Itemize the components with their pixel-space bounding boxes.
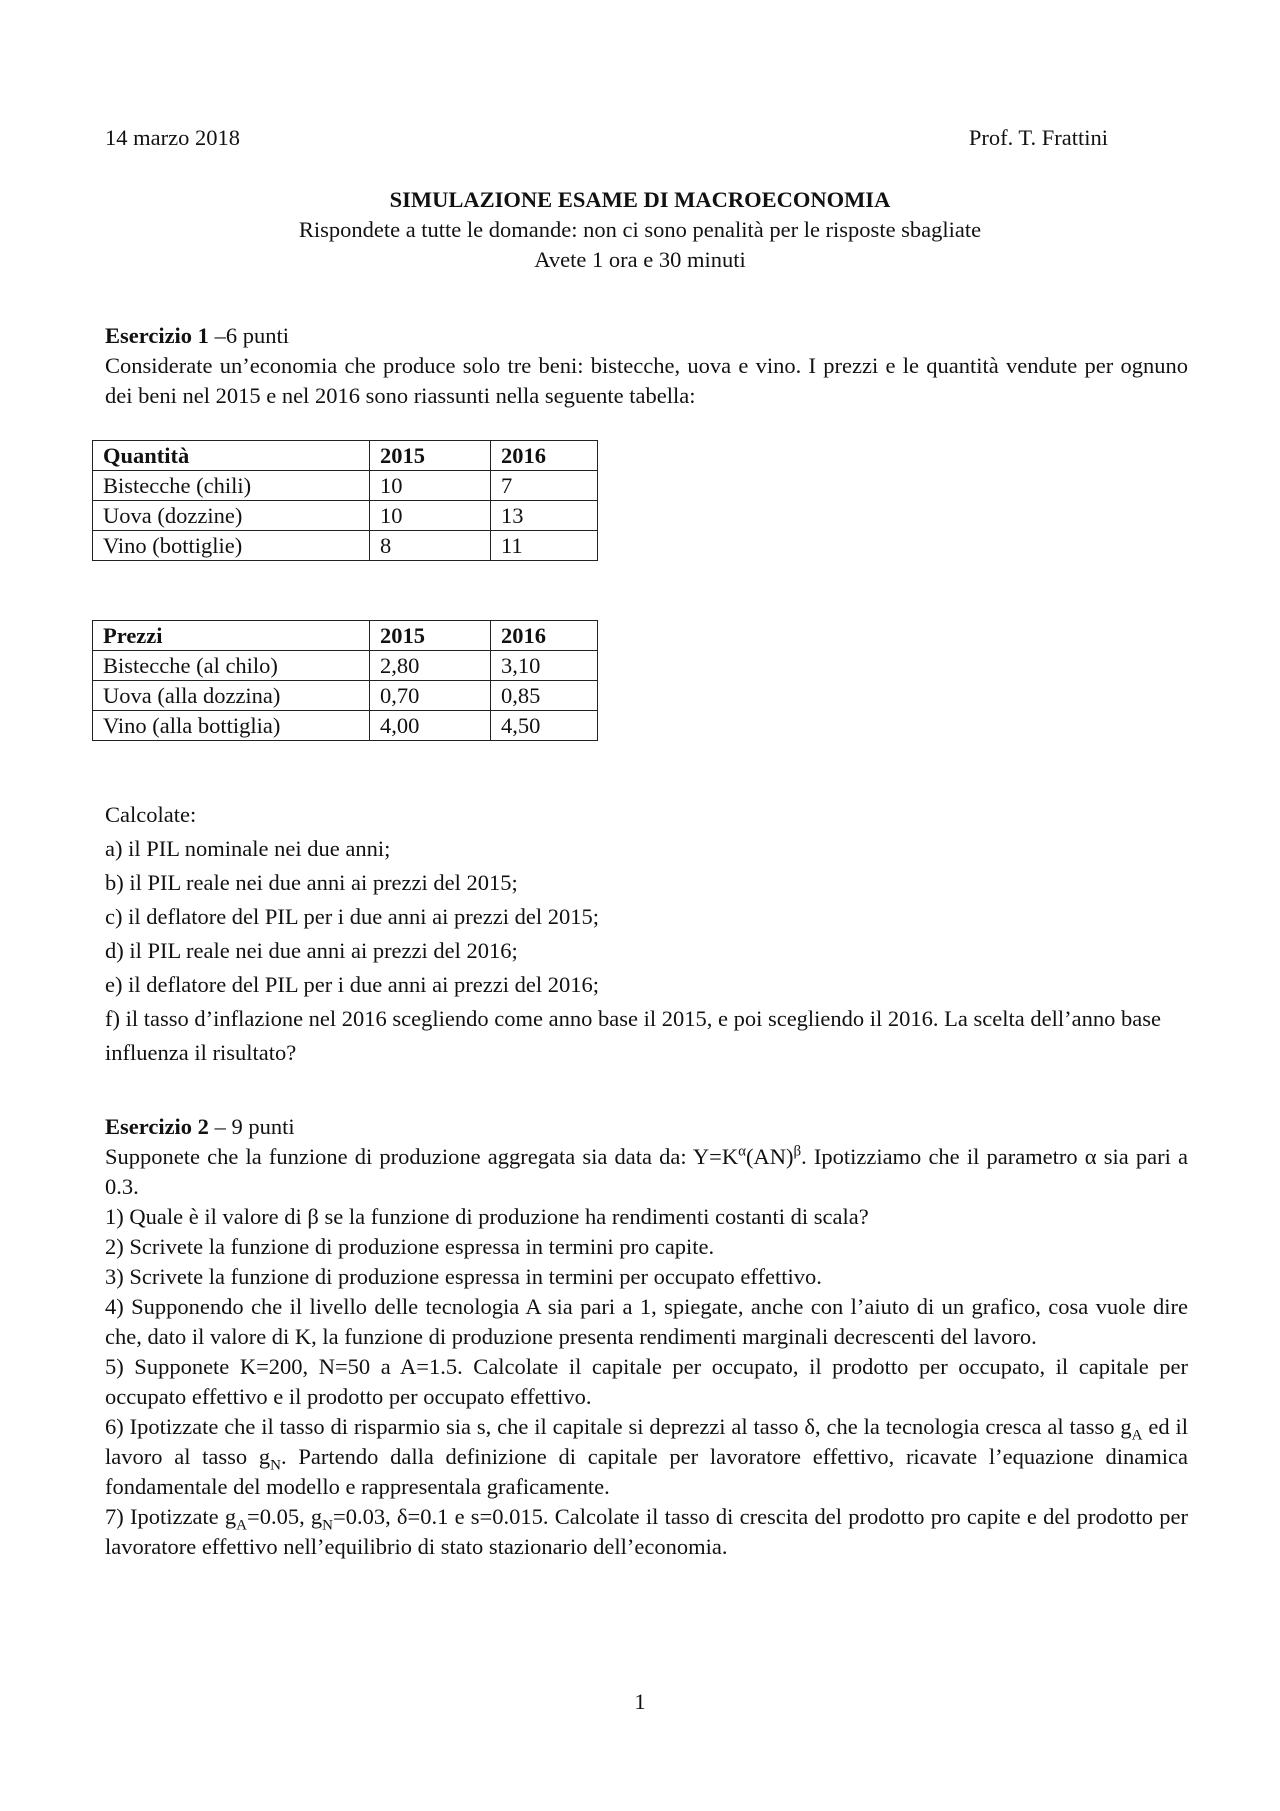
table-cell: 3,10 (491, 651, 598, 681)
question-3: 3) Scrivete la funzione di produzione espressa in termini per occupato effettivo. (105, 1264, 822, 1289)
subscript-n: N (270, 1457, 282, 1474)
beta-exponent: β (793, 1143, 802, 1160)
table-cell: Bistecche (chili) (93, 471, 370, 501)
exercise-1-heading (105, 321, 1188, 351)
table-cell: 0,70 (370, 681, 491, 711)
exercise-2-intro (105, 1142, 1188, 1202)
question-item: b) il PIL reale nei due anni ai prezzi del 2015; (105, 870, 518, 895)
table-header-cell: 2016 (491, 621, 598, 651)
exam-date: 14 marzo 2018 (105, 125, 240, 150)
table-cell: 10 (370, 471, 491, 501)
exercise-2-heading (105, 1112, 1188, 1142)
table-cell: 11 (491, 531, 598, 561)
q6-text-b: ed il lavoro al tasso g (105, 1414, 1188, 1469)
question-1: 1) Quale è il valore di β se la funzione di produzione ha rendimenti costanti di scala? (105, 1204, 869, 1229)
subscript-a: A (1131, 1427, 1143, 1444)
exercise-1-points: –6 punti (208, 323, 289, 348)
table-cell: 2,80 (370, 651, 491, 681)
table-row (93, 471, 598, 501)
exercise-2 (105, 1112, 1188, 1562)
question-item: c) il deflatore del PIL per i due anni ai prezzi del 2015; (105, 904, 599, 929)
time-limit-line: Avete 1 ora e 30 minuti (534, 247, 746, 272)
table-row (93, 681, 598, 711)
prices-table (92, 620, 598, 741)
q7-text-c: =0.03, δ=0.1 e s=0.015. Calcolate il tasso di crescita del prodotto pro capite e del prodotto per lavoratore effettivo nell’equilibrio di stato stazionario dell’economia. (105, 1504, 1188, 1559)
table-cell: Bistecche (al chilo) (93, 651, 370, 681)
table-cell: 0,85 (491, 681, 598, 711)
instructions-line: Rispondete a tutte le domande: non ci sono penalità per le risposte sbagliate (298, 217, 982, 242)
table-cell: 7 (491, 471, 598, 501)
q6-text-c: . Partendo dalla definizione di capitale per lavoratore effettivo, ricavate l’equazione dinamica fondamentale del modello e rappresentala graficamente. (105, 1444, 1188, 1499)
table-header-cell: Prezzi (93, 621, 370, 651)
exercise-1-intro: Considerate un’economia che produce solo tre beni: bistecche, uova e vino. I prezzi e le quantità vendute per ognuno dei beni nel 2015 e nel 2016 sono riassunti nella seguente tabella: (105, 353, 1188, 408)
table-cell: Vino (bottiglie) (93, 531, 370, 561)
table-cell: 4,50 (491, 711, 598, 741)
table-cell: 4,00 (370, 711, 491, 741)
table-cell: Vino (alla bottiglia) (93, 711, 370, 741)
question-item: a) il PIL nominale nei due anni; (105, 836, 391, 861)
question-5: 5) Supponete K=200, N=50 a A=1.5. Calcolate il capitale per occupato, il prodotto per occupato, il capitale per occupato effettivo e il prodotto per occupato effettivo. (105, 1354, 1188, 1409)
question-6 (105, 1412, 1188, 1502)
question-2: 2) Scrivete la funzione di produzione espressa in termini pro capite. (105, 1234, 715, 1259)
table-header-cell: Quantità (93, 441, 370, 471)
page-header (105, 123, 1108, 153)
q7-text-a: 7) Ipotizzate g (105, 1504, 237, 1529)
quantity-table (92, 440, 598, 561)
intro-text-b: (AN) (745, 1144, 794, 1169)
exercise-1-questions (105, 798, 1188, 1070)
alpha-exponent: α (738, 1143, 746, 1160)
table-cell: 8 (370, 531, 491, 561)
table-row (93, 501, 598, 531)
question-4: 4) Supponendo che il livello delle tecnologia A sia pari a 1, spiegate, anche con l’aiuto di un grafico, cosa vuole dire che, dato il valore di K, la funzione di produzione presenta rendimenti marginali decrescenti del lavoro. (105, 1294, 1188, 1349)
exercise-1-heading-label: Esercizio 1 (105, 323, 209, 348)
question-item: f) il tasso d’inflazione nel 2016 scegliendo come anno base il 2015, e poi scegliendo il 2016. La scelta dell’anno base influenza il risultato? (105, 1006, 1161, 1065)
table-header-cell: 2016 (491, 441, 598, 471)
question-item: d) il PIL reale nei due anni ai prezzi del 2016; (105, 938, 518, 963)
question-7 (105, 1502, 1188, 1562)
table-header-cell: 2015 (370, 441, 491, 471)
q7-text-b: =0.05, g (247, 1504, 323, 1529)
table-cell: 10 (370, 501, 491, 531)
question-item: e) il deflatore del PIL per i due anni ai prezzi del 2016; (105, 972, 599, 997)
table-row (93, 651, 598, 681)
table-row (93, 711, 598, 741)
prices-table-header (93, 621, 598, 651)
exercise-2-heading-label: Esercizio 2 (105, 1114, 209, 1139)
quantity-table-header (93, 441, 598, 471)
table-header-cell: 2015 (370, 621, 491, 651)
intro-text-c: . Ipotizziamo che il parametro α sia pari a 0.3. (105, 1144, 1188, 1199)
intro-text-a: Supponete che la funzione di produzione aggregata sia data da: Y=K (105, 1144, 739, 1169)
table-cell: Uova (dozzine) (93, 501, 370, 531)
subscript-a: A (236, 1517, 247, 1534)
table-cell: 13 (491, 501, 598, 531)
exercise-1 (105, 321, 1188, 411)
page-number: 1 (634, 1689, 646, 1714)
q6-text-a: 6) Ipotizzate che il tasso di risparmio sia s, che il capitale si deprezzi al tasso δ, che la tecnologia cresca al tasso g (105, 1414, 1132, 1439)
professor-name: Prof. T. Frattini (968, 125, 1108, 150)
exercise-2-points: – 9 punti (208, 1114, 295, 1139)
table-row (93, 531, 598, 561)
title-block (0, 185, 1280, 275)
table-cell: Uova (alla dozzina) (93, 681, 370, 711)
exam-title: SIMULAZIONE ESAME DI MACROECONOMIA (389, 187, 891, 212)
calc-label: Calcolate: (105, 802, 197, 827)
subscript-n: N (322, 1517, 334, 1534)
